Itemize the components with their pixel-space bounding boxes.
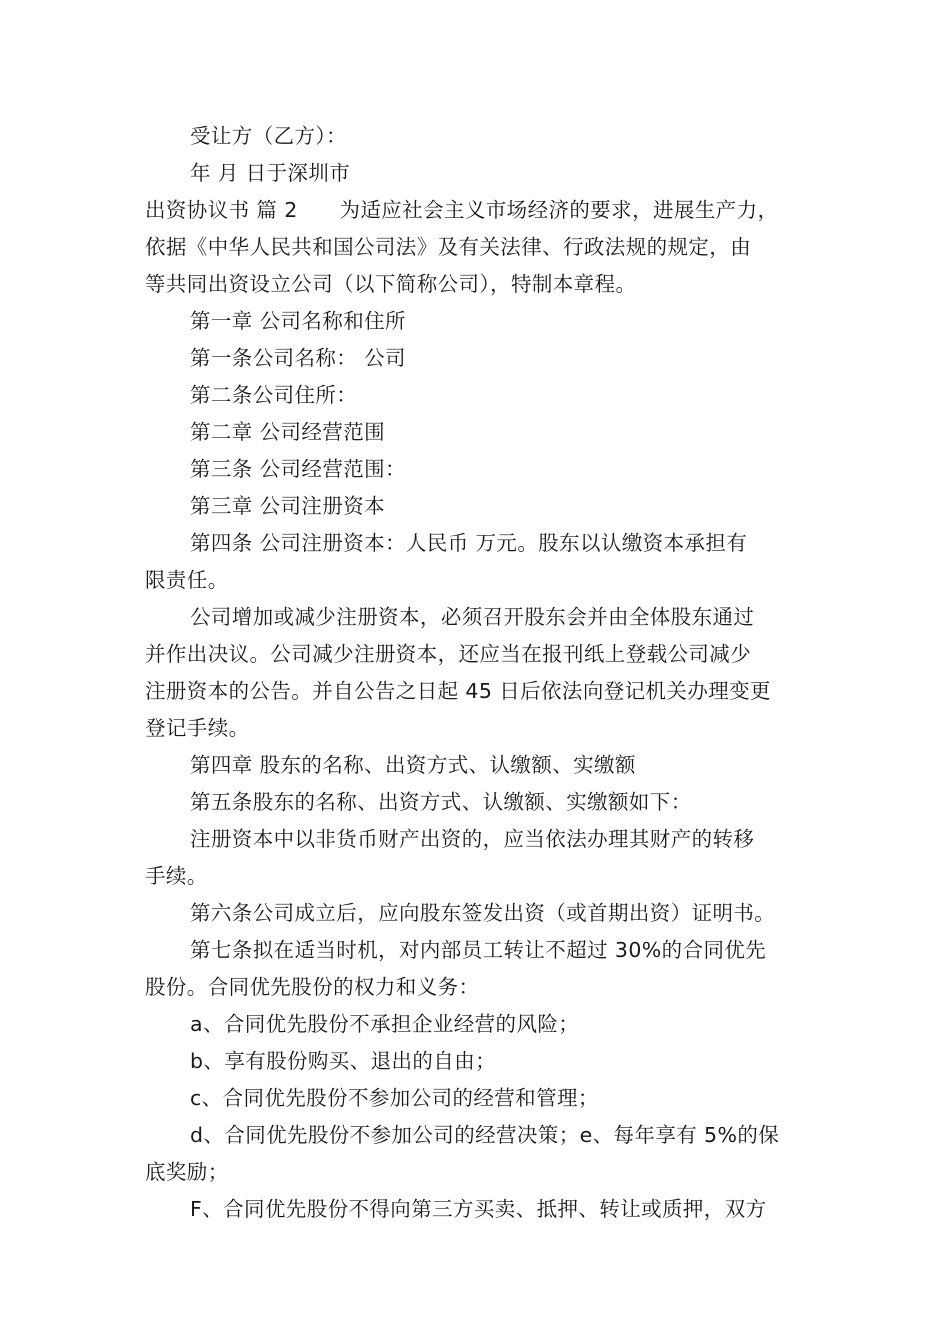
text-line: 并作出决议。公司减少注册资本，还应当在报刊纸上登载公司减少 (145, 642, 752, 666)
list-item: F、合同优先股份不得向第三方买卖、抵押、转让或质押，双方 (190, 1197, 767, 1221)
article-line: 第六条公司成立后，应向股东签发出资（或首期出资）证明书。 (190, 901, 776, 925)
chapter-heading: 第一章 公司名称和住所 (190, 309, 406, 333)
chapter-heading: 第三章 公司注册资本 (190, 494, 386, 518)
text-line: 年 月 日于深圳市 (190, 161, 351, 185)
text-line: 受让方（乙方）： (190, 124, 347, 148)
text-line: 依据《中华人民共和国公司法》及有关法律、行政法规的规定，由 (145, 235, 752, 259)
list-item: c、合同优先股份不参加公司的经营和管理； (190, 1086, 599, 1110)
chapter-heading: 第四章 股东的名称、出资方式、认缴额、实缴额 (190, 753, 636, 777)
text-line: 底奖励； (145, 1160, 229, 1184)
text-line: 等共同出资设立公司（以下简称公司），特制本章程。 (145, 272, 637, 296)
article-line: 第三条 公司经营范围： (190, 457, 406, 481)
text-line: 手续。 (145, 864, 208, 888)
text-line: 注册资本的公告。并自公告之日起 45 日后依法向登记机关办理变更 (145, 679, 771, 703)
article-line: 第七条拟在适当时机，对内部员工转让不超过 30%的合同优先 (190, 938, 767, 962)
article-line: 第二条公司住所： (190, 383, 358, 407)
text-line: 出资协议书 篇 2 为适应社会主义市场经济的要求，进展生产力， (145, 198, 779, 222)
document-body (145, 118, 813, 1228)
list-item: d、合同优先股份不参加公司的经营决策；e、每年享有 5%的保 (190, 1123, 780, 1147)
text-line: 股份。合同优先股份的权力和义务： (145, 975, 480, 999)
chapter-heading: 第二章 公司经营范围 (190, 420, 386, 444)
article-line: 第五条股东的名称、出资方式、认缴额、实缴额如下： (190, 790, 692, 814)
list-item: a、合同优先股份不承担企业经营的风险； (190, 1012, 580, 1036)
article-line: 第一条公司名称： 公司 (190, 346, 406, 370)
list-item: b、享有股份购买、退出的自由； (190, 1049, 497, 1073)
article-line: 第四条 公司注册资本：人民币 万元。股东以认缴资本承担有 (190, 531, 748, 555)
text-line: 登记手续。 (145, 716, 250, 740)
paragraph-line: 公司增加或减少注册资本，必须召开股东会并由全体股东通过 (190, 605, 755, 629)
paragraph-line: 注册资本中以非货币财产出资的，应当依法办理其财产的转移 (190, 827, 755, 851)
text-line: 限责任。 (145, 568, 229, 592)
